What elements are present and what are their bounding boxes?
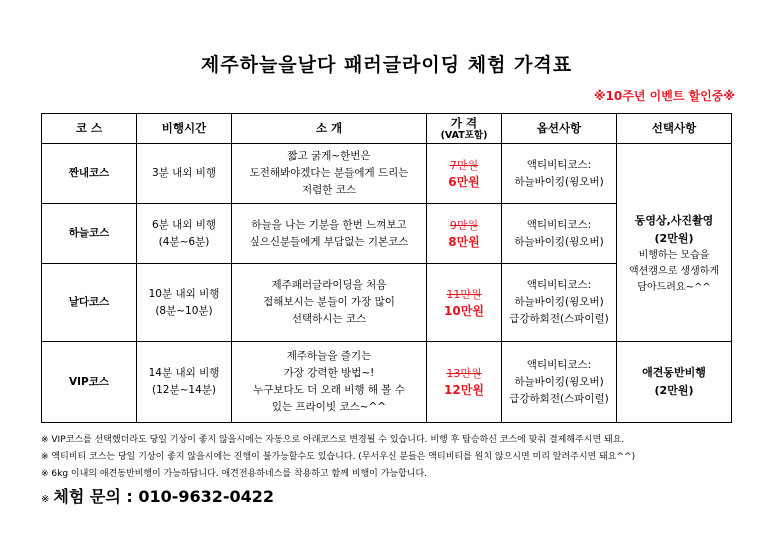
- intro-line: 선택하시는 코스: [291, 313, 367, 325]
- course-name: 날다코스: [42, 264, 137, 342]
- option-line: 액티비티코스:: [526, 358, 592, 371]
- old-price: 13만원: [446, 367, 482, 380]
- contact-phone: 체험 문의 : 010-9632-0422: [53, 487, 275, 506]
- option-line: 하늘바이킹(윙오버): [514, 235, 604, 248]
- course-price: [427, 204, 502, 264]
- flight-time: [137, 144, 232, 204]
- course-intro: [232, 144, 427, 204]
- flight-time-line: (8분~10분): [155, 304, 213, 317]
- video-desc-line: 액션캠으로 생생하게: [628, 265, 720, 277]
- course-options: [502, 144, 617, 204]
- course-intro: [232, 204, 427, 264]
- intro-line: 짧고 굵게~한번은: [287, 150, 371, 162]
- selection-pet: [617, 342, 732, 423]
- video-desc-line: 비행하는 모습을: [638, 249, 710, 261]
- header-price: [427, 114, 502, 144]
- table-row: [42, 144, 732, 204]
- new-price: 6만원: [448, 174, 480, 189]
- option-line: 급강하회전(스파이럴): [509, 392, 609, 405]
- new-price: 12만원: [444, 383, 484, 397]
- pet-option-title: 애견동반비행: [642, 366, 706, 379]
- header-flight-time: 비행시간: [137, 114, 232, 144]
- flight-time-line: 14분 내외 비행: [148, 367, 220, 379]
- course-price: [427, 144, 502, 204]
- intro-line: 싶으신분들에게 부담없는 기본코스: [249, 235, 409, 248]
- contact-info: [41, 484, 274, 507]
- old-price: 11만원: [446, 287, 482, 301]
- header-options: 옵션사항: [502, 114, 617, 144]
- intro-line: 있는 프라이빗 코스~^^: [271, 401, 387, 413]
- option-line: 하늘바이킹(윙오버): [514, 375, 604, 388]
- price-table: [41, 113, 732, 423]
- contact-mark: ※: [41, 494, 50, 505]
- flight-time-line: 6분 내외 비행: [151, 218, 217, 231]
- note-line: ※ 액티비티 코스는 당일 기상이 좋지 않을시에는 진행이 불가능할수도 있습니다. (무서우신 분들은 액티비티를 원치 않으시면 미리 알려주시면 돼요^^): [41, 452, 636, 462]
- course-name: 짠내코스: [42, 144, 137, 204]
- course-options: [502, 342, 617, 423]
- option-line: 액티비티코스:: [526, 279, 592, 291]
- option-line: 하늘바이킹(윙오버): [514, 175, 604, 188]
- header-intro: 소 개: [232, 114, 427, 144]
- video-option-title: 동영상,사진촬영: [634, 213, 714, 227]
- intro-line: 접해보시는 분들이 가장 많이: [263, 296, 395, 308]
- event-banner: ※10주년 이벤트 할인중※: [593, 89, 735, 103]
- header-selection: 선택사항: [617, 114, 732, 144]
- intro-line: 제주패러글라이딩을 처음: [271, 279, 387, 291]
- option-line: 액티비티코스:: [526, 158, 592, 171]
- intro-line: 누구보다도 더 오래 비행 해 볼 수: [253, 384, 405, 396]
- note-line: ※ 6kg 이내의 애견동반비행이 가능하답니다. 애견전용하네스를 착용하고 함께 비행이 가능합니다.: [41, 469, 428, 479]
- note-line: ※ VIP코스를 선택했더라도 당일 기상이 좋지 않을시에는 자동으로 아래코스로 변경될 수 있습니다. 비행 후 탑승하신 코스에 맞춰 결제해주시면 돼요.: [41, 435, 625, 445]
- header-course: 코 스: [42, 114, 137, 144]
- flight-time: [137, 264, 232, 342]
- header-price-vat: (VAT포함): [440, 129, 488, 141]
- flight-time-line: 3분 내외 비행: [151, 167, 217, 179]
- option-line: 액티비티코스:: [526, 218, 592, 231]
- page-title: 제주하늘을날다 패러글라이딩 체험 가격표: [200, 54, 573, 76]
- option-line: 하늘바이킹(윙오버): [514, 296, 604, 308]
- intro-line: 가장 강력한 방법~!: [283, 367, 375, 379]
- table-row: [42, 342, 732, 423]
- intro-line: 저렴한 코스: [301, 184, 357, 196]
- selection-video: [617, 144, 732, 342]
- intro-line: 도전해봐야겠다는 분들에게 드리는: [249, 167, 409, 179]
- old-price: 7만원: [449, 158, 479, 172]
- video-desc-line: 담아드려요~^^: [637, 281, 711, 293]
- video-option-price: (2만원): [654, 231, 694, 245]
- course-intro: [232, 264, 427, 342]
- course-name: VIP코스: [42, 342, 137, 423]
- flight-time: [137, 204, 232, 264]
- course-name: 하늘코스: [42, 204, 137, 264]
- new-price: 8만원: [448, 234, 480, 249]
- flight-time-line: 10분 내외 비행: [148, 287, 220, 300]
- intro-line: 제주하늘을 즐기는: [286, 350, 372, 362]
- flight-time-line: (4분~6분): [158, 235, 210, 248]
- notes: [41, 432, 761, 483]
- course-price: [427, 342, 502, 423]
- flight-time: [137, 342, 232, 423]
- pet-option-price: (2만원): [654, 384, 694, 397]
- flight-time-line: (12분~14분): [152, 384, 216, 396]
- header-price-main: 가 격: [450, 115, 478, 130]
- course-price: [427, 264, 502, 342]
- table-header-row: [42, 114, 732, 144]
- course-options: [502, 264, 617, 342]
- course-intro: [232, 342, 427, 423]
- new-price: 10만원: [444, 303, 484, 318]
- option-line: 급강하회전(스파이럴): [509, 313, 609, 325]
- old-price: 9만원: [449, 218, 479, 232]
- course-options: [502, 204, 617, 264]
- intro-line: 하늘을 나는 기분을 한번 느껴보고: [251, 218, 407, 231]
